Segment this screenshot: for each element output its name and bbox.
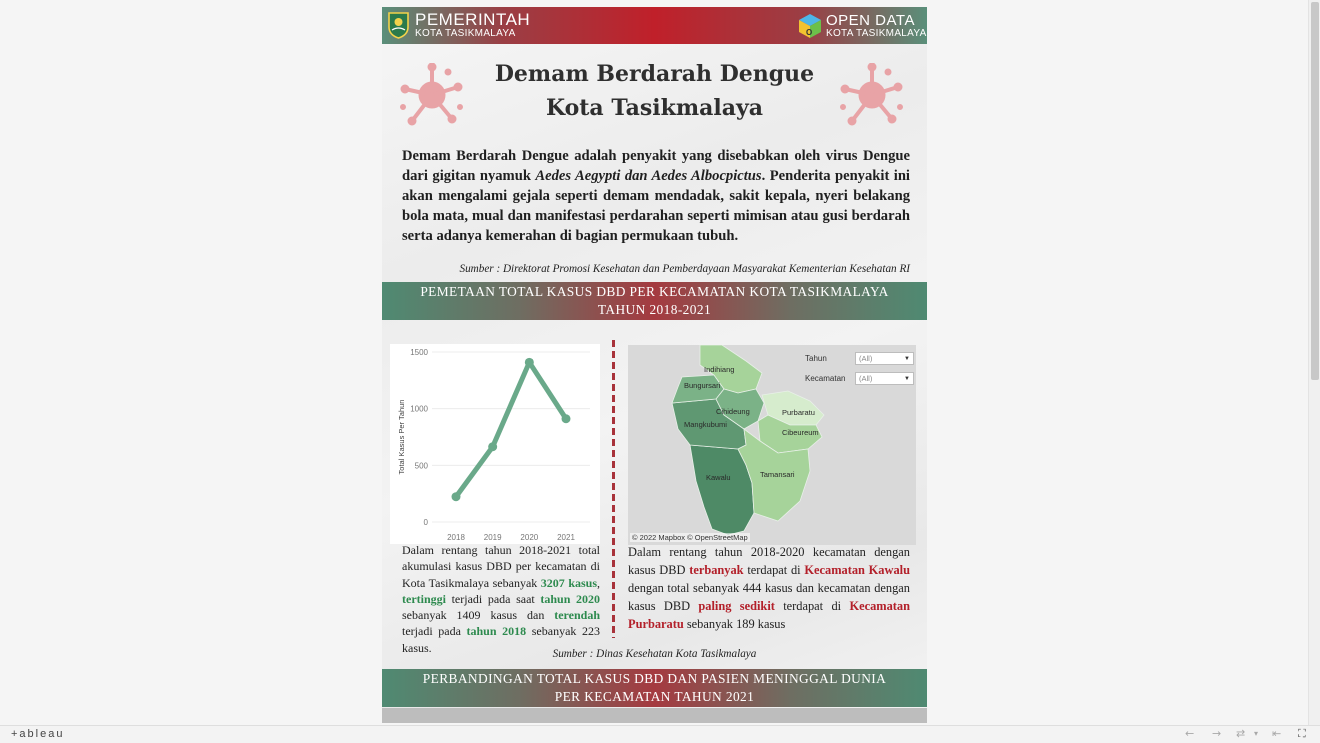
map-label-indihiang: Indihiang	[704, 365, 735, 374]
map-label-bungursari: Bungursari	[684, 381, 721, 390]
intro-species: Aedes Aegypti dan Aedes Albocpictus	[535, 168, 762, 184]
data-point[interactable]	[525, 358, 534, 367]
map-highlight-most: terbanyak	[689, 563, 744, 577]
chart-text-6: sebanyak 223 kasus.	[402, 624, 600, 655]
filter-kecamatan-value: (All)	[859, 374, 873, 383]
chevron-down-icon: ▼	[904, 376, 910, 382]
chart-highlight-total: 3207 kasus	[540, 575, 598, 590]
x-tick-label: 2018	[447, 533, 465, 542]
brand-right-line1: OPEN DATA	[826, 12, 915, 29]
header-bar	[382, 7, 927, 44]
next-section-peek	[382, 708, 927, 723]
section-band-comparison	[382, 669, 927, 707]
chart-highlight-highest: tertinggi	[402, 591, 446, 606]
y-tick-label: 1500	[410, 348, 428, 357]
data-point[interactable]	[452, 492, 461, 501]
map-text-3: dengan total sebanyak 444 kasus dan kecamatan dengan kasus DBD	[628, 581, 910, 613]
map-text-1: Dalam rentang tahun 2018-2020 kecamatan dengan kasus DBD	[628, 545, 910, 577]
series-line[interactable]	[456, 362, 566, 496]
filter-tahun-value: (All)	[859, 354, 873, 363]
line-chart[interactable]	[390, 344, 600, 544]
chart-text-3: terjadi pada saat	[446, 591, 541, 606]
district-map[interactable]	[628, 345, 916, 545]
band2-line1: PERBANDINGAN TOTAL KASUS DBD DAN PASIEN MENINGGAL DUNIA	[422, 671, 887, 686]
intro-paragraph	[402, 146, 910, 246]
city-emblem-icon	[387, 11, 410, 39]
x-tick-label: 2019	[483, 533, 502, 542]
chevron-down-icon: ▼	[904, 356, 910, 362]
data-point[interactable]	[488, 442, 497, 451]
virus-icon	[840, 63, 904, 127]
revert-icon[interactable]: ⇄	[1236, 727, 1246, 740]
brand-left-line2: KOTA TASIKMALAYA	[415, 28, 516, 39]
map-label-kawalu: Kawalu	[706, 473, 731, 482]
chart-text-5: terjadi pada	[402, 624, 467, 639]
map-highlight-kawalu: Kecamatan Kawalu	[804, 563, 910, 577]
dashboard	[382, 7, 927, 723]
map-highlight-purbaratu: Kecamatan Purbaratu	[628, 599, 910, 631]
data-point[interactable]	[562, 414, 571, 423]
filter-tahun-dropdown[interactable]	[855, 352, 914, 365]
y-axis-label: Total Kasus Per Tahun	[397, 399, 406, 475]
y-tick-label: 0	[423, 518, 428, 527]
chart-text-4: sebanyak 1409 kasus dan	[402, 608, 555, 623]
source-note: Sumber : Direktorat Promosi Kesehatan dan Pemberdayaan Masyarakat Kementerian Kesehatan RI	[459, 263, 910, 275]
map-summary	[628, 543, 910, 633]
map-label-tamansari: Tamansari	[760, 470, 795, 479]
title-line2: Kota Tasikmalaya	[545, 95, 764, 121]
map-label-purbaratu: Purbaratu	[782, 408, 815, 417]
dashed-divider	[612, 340, 615, 638]
section-band-mapping	[382, 282, 927, 320]
chart-highlight-2020: tahun 2020	[540, 591, 600, 606]
filter-kecamatan-dropdown[interactable]	[855, 372, 914, 385]
map-label-mangkubumi: Mangkubumi	[684, 420, 727, 429]
intro-text-1: Demam Berdarah Dengue adalah penyakit yang disebabkan oleh virus Dengue dari gigitan nyamuk	[402, 148, 910, 184]
scrollbar-thumb[interactable]	[1311, 2, 1319, 380]
x-tick-label: 2021	[557, 533, 575, 542]
chart-summary	[402, 542, 600, 656]
brand-right-line2: KOTA TASIKMALAYA	[826, 28, 927, 39]
band1-line1: PEMETAAN TOTAL KASUS DBD PER KECAMATAN KOTA TASIKMALAYA	[420, 284, 889, 299]
chart-text-2: ,	[597, 575, 601, 590]
brand-left-line1: PEMERINTAH	[415, 10, 531, 29]
fullscreen-icon[interactable]: ⛶	[1298, 727, 1306, 740]
map-label-cibeureum: Cibeureum	[782, 428, 819, 437]
tableau-toolbar	[0, 725, 1320, 743]
tableau-logo[interactable]: +ableau	[11, 728, 65, 740]
filter-kecamatan-label: Kecamatan	[805, 374, 846, 383]
redo-icon[interactable]: →	[1212, 727, 1222, 740]
source-note-dinkes: Sumber : Dinas Kesehatan Kota Tasikmalaya	[552, 648, 757, 660]
intro-text-2: . Penderita penyakit ini akan mengalami gejala seperti demam mendadak, sakit kepala, nyeri belakang bola mata, mual dan manifestasi perdarahan seperti mimisan atau gusi berdarah serta adanya kemerahan di bagian permukaan tubuh.	[402, 168, 910, 244]
filter-tahun-label: Tahun	[805, 354, 827, 363]
reset-icon[interactable]: ⇤	[1272, 727, 1282, 740]
map-text-5: sebanyak 189 kasus	[683, 617, 786, 631]
open-data-cube-icon	[797, 12, 823, 39]
brand-open-data	[826, 13, 927, 39]
map-label-cihideung: Cihideung	[716, 407, 750, 416]
vertical-scrollbar[interactable]	[1308, 0, 1320, 725]
chevron-down-icon[interactable]: ▾	[1254, 729, 1259, 738]
page-title	[462, 57, 847, 125]
title-line1: Demam Berdarah Dengue	[494, 61, 815, 87]
band1-line2: TAHUN 2018-2021	[597, 302, 712, 317]
map-highlight-least: paling sedikit	[698, 599, 775, 613]
map-text-4: terdapat di	[774, 599, 850, 613]
svg-text:O: O	[806, 28, 813, 37]
map-attribution[interactable]: © 2022 Mapbox © OpenStreetMap	[632, 533, 748, 542]
line-chart-panel[interactable]	[390, 344, 600, 544]
x-tick-label: 2020	[520, 533, 539, 542]
band2-line2: PER KECAMATAN TAHUN 2021	[554, 689, 755, 704]
brand-pemerintah	[415, 11, 530, 39]
chart-highlight-lowest: terendah	[554, 608, 600, 623]
chart-text-1: Dalam rentang tahun 2018-2021 total akumulasi kasus DBD per kecamatan di Kota Tasikmalaya sebanyak	[402, 543, 600, 590]
undo-icon[interactable]: ←	[1185, 727, 1195, 740]
virus-icon	[400, 63, 464, 127]
chart-highlight-2018: tahun 2018	[466, 624, 527, 639]
map-text-2: terdapat di	[743, 563, 805, 577]
y-tick-label: 500	[414, 461, 428, 471]
y-tick-label: 1000	[410, 404, 428, 414]
